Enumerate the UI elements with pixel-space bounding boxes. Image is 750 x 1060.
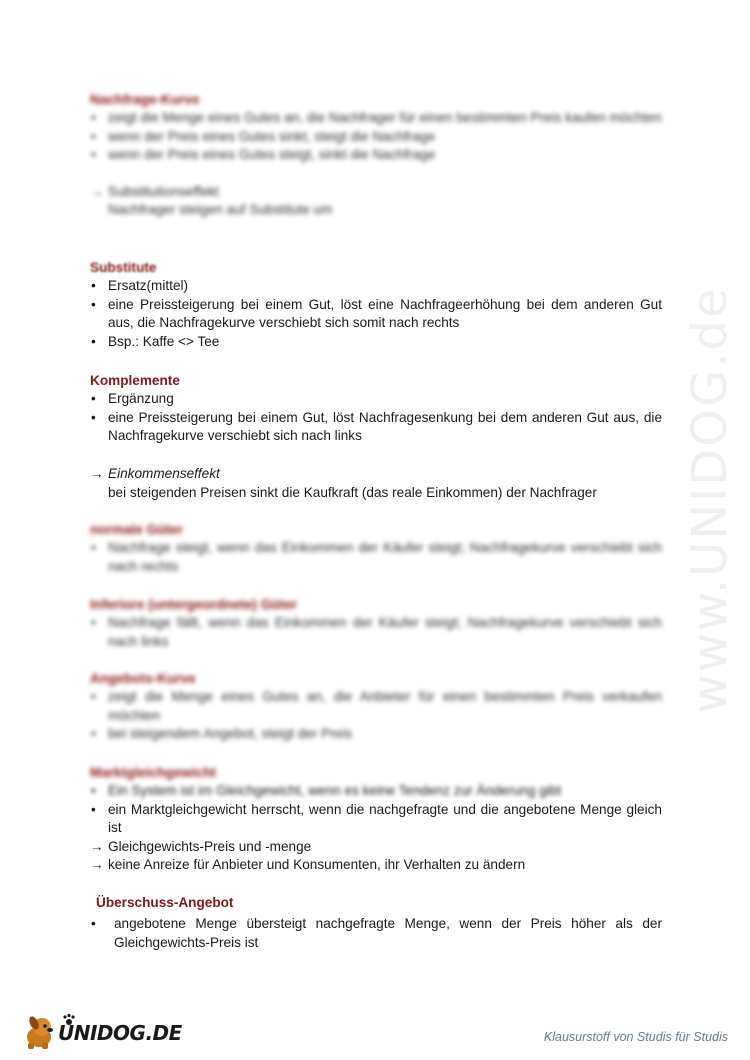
list-item: • zeigt die Menge eines Gutes an, die Anbieter für einen bestimmten Preis verkaufen möchten: [90, 688, 662, 725]
arrow-icon: →: [90, 466, 104, 481]
arrow-line: [90, 183, 662, 202]
section-substitute: [90, 259, 662, 351]
list-item: • Bsp.: Kaffe <> Tee: [90, 333, 662, 352]
section-heading: Überschuss-Angebot: [96, 895, 234, 910]
arrow-icon: →: [90, 857, 104, 872]
footer-tagline: Klausurstoff von Studis für Studis: [543, 1030, 728, 1044]
watermark: www.UNIDOG.de: [682, 286, 738, 714]
arrow-line: [90, 838, 662, 857]
list-item: • zeigt die Menge eines Gutes an, die Nachfrager für einen bestimmten Preis kaufen möchten: [90, 109, 662, 128]
arrow-icon: →: [90, 838, 104, 854]
list-item: • Ergänzung: [90, 390, 662, 409]
list-item: • ein Marktgleichgewicht herrscht, wenn die nachgefragte und die angebotene Menge gleich ist: [90, 801, 662, 838]
einkommenseffekt-title: Einkommenseffekt: [108, 466, 220, 481]
list-item: • Nachfrage steigt, wenn das Einkommen der Käufer steigt; Nachfragekurve verschiebt sich nach rechts: [90, 539, 662, 576]
list-item: • Nachfrage fällt, wenn das Einkommen der Käufer steigt; Nachfragekurve verschiebt sich nach links: [90, 614, 662, 651]
list-item: • Ein System ist im Gleichgewicht, wenn es keine Tendenz zur Änderung gibt: [90, 782, 662, 801]
arrow-text: Gleichgewichts-Preis und -menge: [108, 838, 312, 854]
list-item: • wenn der Preis eines Gutes steigt, sinkt die Nachfrage: [90, 146, 662, 165]
logo-text: UNIDOG.DE: [58, 1021, 182, 1045]
section-nachfrage-kurve: [90, 91, 662, 220]
arrow-icon: →: [90, 183, 104, 199]
section-komplemente: [90, 372, 662, 446]
arrow-line: [90, 856, 662, 875]
section-heading: Komplemente: [90, 373, 180, 388]
section-heading: Angebots-Kurve: [90, 671, 196, 686]
section-heading: Substitute: [90, 260, 157, 275]
arrow-text: Substitutionseffekt: [108, 183, 219, 199]
section-heading: Nachfrage-Kurve: [90, 92, 200, 107]
section-ueberschuss-angebot: [90, 894, 662, 952]
dog-icon: [22, 1013, 62, 1051]
list-item: • eine Preissteigerung bei einem Gut, löst eine Nachfrageerhöhung bei dem anderen Gut aus, die Nachfragekurve verschiebt sich somit nach rechts: [90, 296, 662, 333]
arrow-line: [90, 465, 662, 484]
list-item: • angebotene Menge übersteigt nachgefragte Menge, wenn der Preis höher als der Gleichgewichts-Preis ist: [90, 915, 662, 952]
arrow-text: keine Anreize für Anbieter und Konsumenten, ihr Verhalten zu ändern: [108, 857, 526, 872]
section-einkommenseffekt: [90, 465, 662, 502]
section-heading: Marktgleichgewicht: [90, 765, 217, 780]
section-inferiore-gueter: [90, 596, 662, 651]
section-heading: Inferiore (untergeordnete) Güter: [90, 597, 297, 612]
section-marktgleichgewicht: [90, 764, 662, 875]
list-item: • wenn der Preis eines Gutes sinkt, steigt die Nachfrage: [90, 128, 662, 147]
arrow-subtext: Nachfrager steigen auf Substitute um: [108, 202, 333, 217]
section-heading: normale Güter: [90, 522, 183, 537]
einkommenseffekt-text: bei steigenden Preisen sinkt die Kaufkraft (das reale Einkommen) der Nachfrager: [108, 484, 597, 500]
unidog-logo: [22, 1013, 182, 1049]
list-item: • bei steigendem Angebot, steigt der Preis: [90, 725, 662, 744]
list-item: • Ersatz(mittel): [90, 277, 662, 296]
section-angebots-kurve: [90, 670, 662, 744]
list-item: • eine Preissteigerung bei einem Gut, löst Nachfragesenkung bei dem anderen Gut aus, die Nachfragekurve verschiebt sich nach links: [90, 409, 662, 446]
section-normale-gueter: [90, 521, 662, 576]
